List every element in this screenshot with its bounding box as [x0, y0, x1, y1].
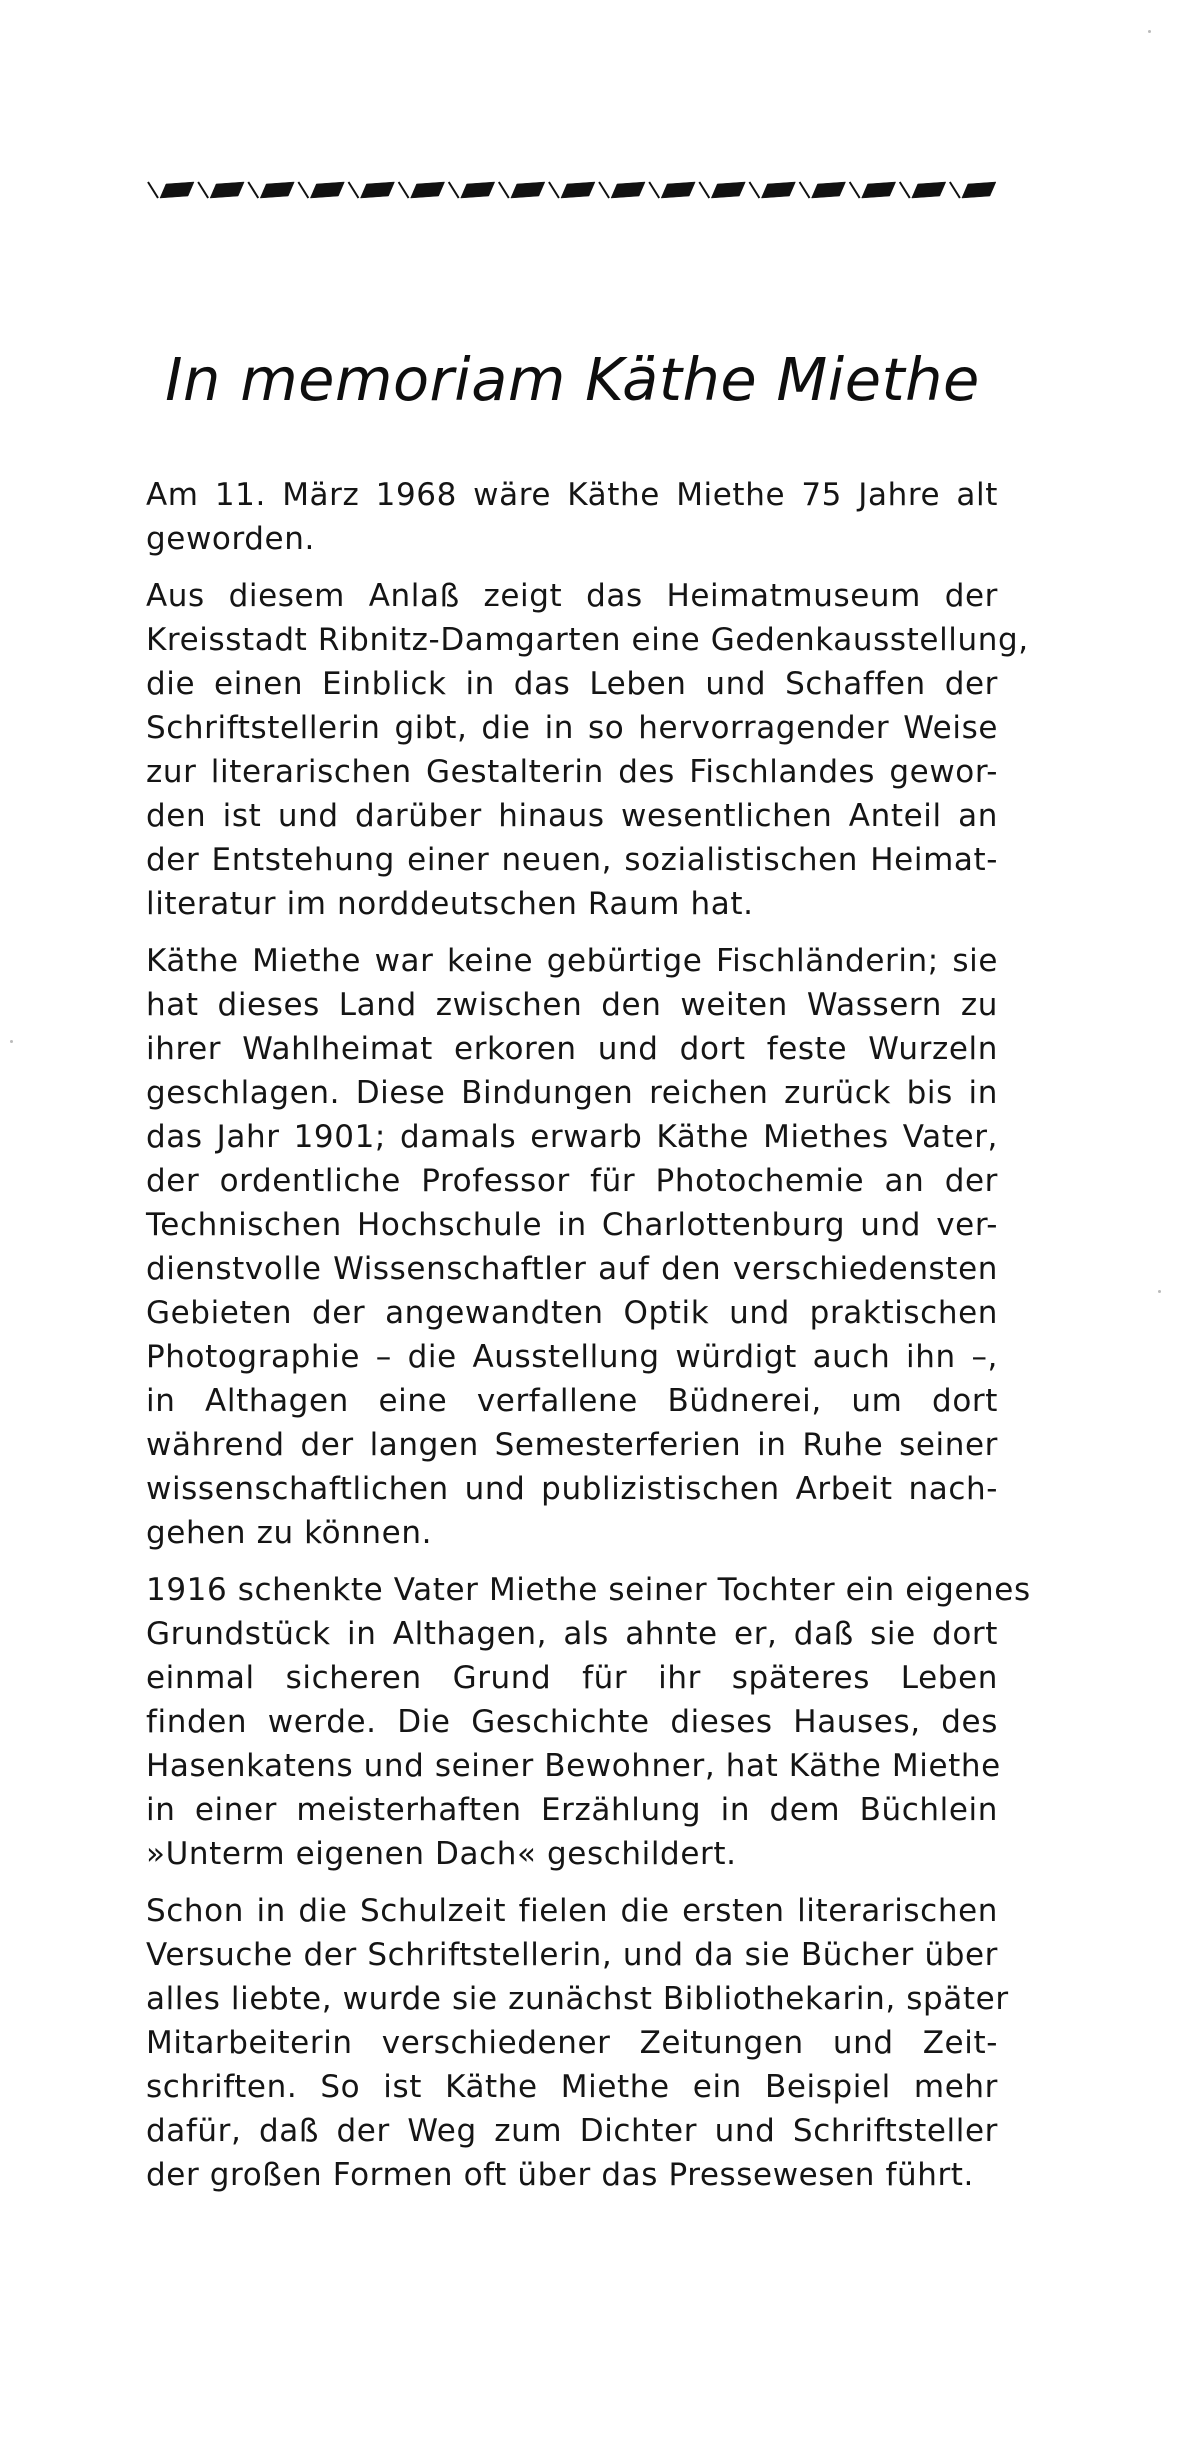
- scan-speck: [1148, 30, 1151, 33]
- zigzag-border-ornament-icon: [146, 176, 998, 204]
- ornament-stroke: [148, 182, 158, 198]
- text-line: die einen Einblick in das Leben und Schaffen der: [146, 666, 998, 702]
- text-line: Versuche der Schriftstellerin, und da sie Bücher über: [146, 1937, 998, 1973]
- text-line: Käthe Miethe war keine gebürtige Fischländerin; sie: [146, 943, 998, 979]
- body-text: [146, 473, 1031, 2210]
- ornament-stroke: [348, 182, 358, 198]
- text-line: Schon in die Schulzeit fielen die ersten literarischen: [146, 1893, 998, 1929]
- ornament-block: [360, 182, 394, 198]
- text-line: alles liebte, wurde sie zunächst Bibliothekarin, später: [146, 1981, 1009, 2017]
- ornament-stroke: [950, 182, 960, 198]
- ornament-block: [160, 182, 194, 198]
- ornament-block: [310, 182, 344, 198]
- ornament-block: [862, 182, 896, 198]
- ornament-block: [210, 182, 244, 198]
- ornament-stroke: [298, 182, 308, 198]
- text-line: während der langen Semesterferien in Ruhe seiner: [146, 1427, 998, 1463]
- scan-speck: [1158, 1290, 1161, 1293]
- text-line: Kreisstadt Ribnitz-Damgarten eine Gedenkausstellung,: [146, 622, 1029, 658]
- text-line: geschlagen. Diese Bindungen reichen zurück bis in: [146, 1075, 998, 1111]
- text-line: wissenschaftlichen und publizistischen Arbeit nach-: [146, 1471, 998, 1507]
- text-line: zur literarischen Gestalterin des Fischlandes gewor-: [146, 754, 998, 790]
- text-line: dafür, daß der Weg zum Dichter und Schriftsteller: [146, 2113, 998, 2149]
- text-line: Mitarbeiterin verschiedener Zeitungen und Zeit-: [146, 2025, 998, 2061]
- ornament-stroke: [449, 182, 459, 198]
- ornament-block: [561, 182, 595, 198]
- ornament-stroke: [248, 182, 258, 198]
- text-line: Gebieten der angewandten Optik und praktischen: [146, 1295, 998, 1331]
- ornament-block: [511, 182, 545, 198]
- text-line: in einer meisterhaften Erzählung in dem Büchlein: [146, 1792, 998, 1828]
- ornament-block: [661, 182, 695, 198]
- ornament-block: [411, 182, 445, 198]
- text-line: in Althagen eine verfallene Büdnerei, um dort: [146, 1383, 998, 1419]
- text-line: Technischen Hochschule in Charlottenburg und ver-: [146, 1207, 998, 1243]
- text-line: hat dieses Land zwischen den weiten Wassern zu: [146, 987, 998, 1023]
- ornament-block: [611, 182, 645, 198]
- ornament-stroke: [549, 182, 559, 198]
- text-line: schriften. So ist Käthe Miethe ein Beispiel mehr: [146, 2069, 998, 2105]
- text-line: Hasenkatens und seiner Bewohner, hat Käthe Miethe: [146, 1748, 1001, 1784]
- text-line: das Jahr 1901; damals erwarb Käthe Miethes Vater,: [146, 1119, 998, 1155]
- text-line: der ordentliche Professor für Photochemie an der: [146, 1163, 998, 1199]
- ornament-stroke: [649, 182, 659, 198]
- text-line: gehen zu können.: [146, 1515, 433, 1551]
- text-line: »Unterm eigenen Dach« geschildert.: [146, 1836, 737, 1872]
- ornament-stroke: [399, 182, 409, 198]
- ornament-stroke: [749, 182, 759, 198]
- ornament-stroke: [800, 182, 810, 198]
- text-line: Am 11. März 1968 wäre Käthe Miethe 75 Jahre alt: [146, 477, 998, 513]
- text-line: Photographie – die Ausstellung würdigt auch ihn –,: [146, 1339, 998, 1375]
- paragraph-3: [146, 939, 998, 1555]
- ornament-stroke: [699, 182, 709, 198]
- text-line: Aus diesem Anlaß zeigt das Heimatmuseum der: [146, 578, 998, 614]
- ornament-block: [761, 182, 795, 198]
- ornament-stroke: [850, 182, 860, 198]
- text-line: 1916 schenkte Vater Miethe seiner Tochter ein eigenes: [146, 1572, 1031, 1608]
- ornament-block: [260, 182, 294, 198]
- ornament-stroke: [198, 182, 208, 198]
- ornament-block: [962, 182, 996, 198]
- ornament-block: [812, 182, 846, 198]
- page-title: In memoriam Käthe Miethe: [165, 345, 980, 414]
- text-line: der Entstehung einer neuen, sozialistischen Heimat-: [146, 842, 998, 878]
- ornament-stroke: [599, 182, 609, 198]
- text-line: ihrer Wahlheimat erkoren und dort feste Wurzeln: [146, 1031, 998, 1067]
- text-line: einmal sicheren Grund für ihr späteres Leben: [146, 1660, 998, 1696]
- text-line: den ist und darüber hinaus wesentlichen Anteil an: [146, 798, 998, 834]
- paragraph-2: [146, 574, 1029, 926]
- scan-speck: [10, 1040, 13, 1043]
- paragraph-5: [146, 1889, 1009, 2197]
- paragraph-4: [146, 1568, 1031, 1876]
- text-line: der großen Formen oft über das Pressewesen führt.: [146, 2157, 975, 2193]
- text-line: literatur im norddeutschen Raum hat.: [146, 886, 754, 922]
- text-line: Grundstück in Althagen, als ahnte er, daß sie dort: [146, 1616, 998, 1652]
- ornament-stroke: [900, 182, 910, 198]
- paragraph-1: [146, 473, 998, 561]
- ornament-stroke: [499, 182, 509, 198]
- ornament-block: [461, 182, 495, 198]
- ornament-block: [711, 182, 745, 198]
- text-line: finden werde. Die Geschichte dieses Hauses, des: [146, 1704, 998, 1740]
- text-line: dienstvolle Wissenschaftler auf den verschiedensten: [146, 1251, 998, 1287]
- text-line: Schriftstellerin gibt, die in so hervorragender Weise: [146, 710, 998, 746]
- ornament-block: [912, 182, 946, 198]
- text-line: geworden.: [146, 521, 315, 557]
